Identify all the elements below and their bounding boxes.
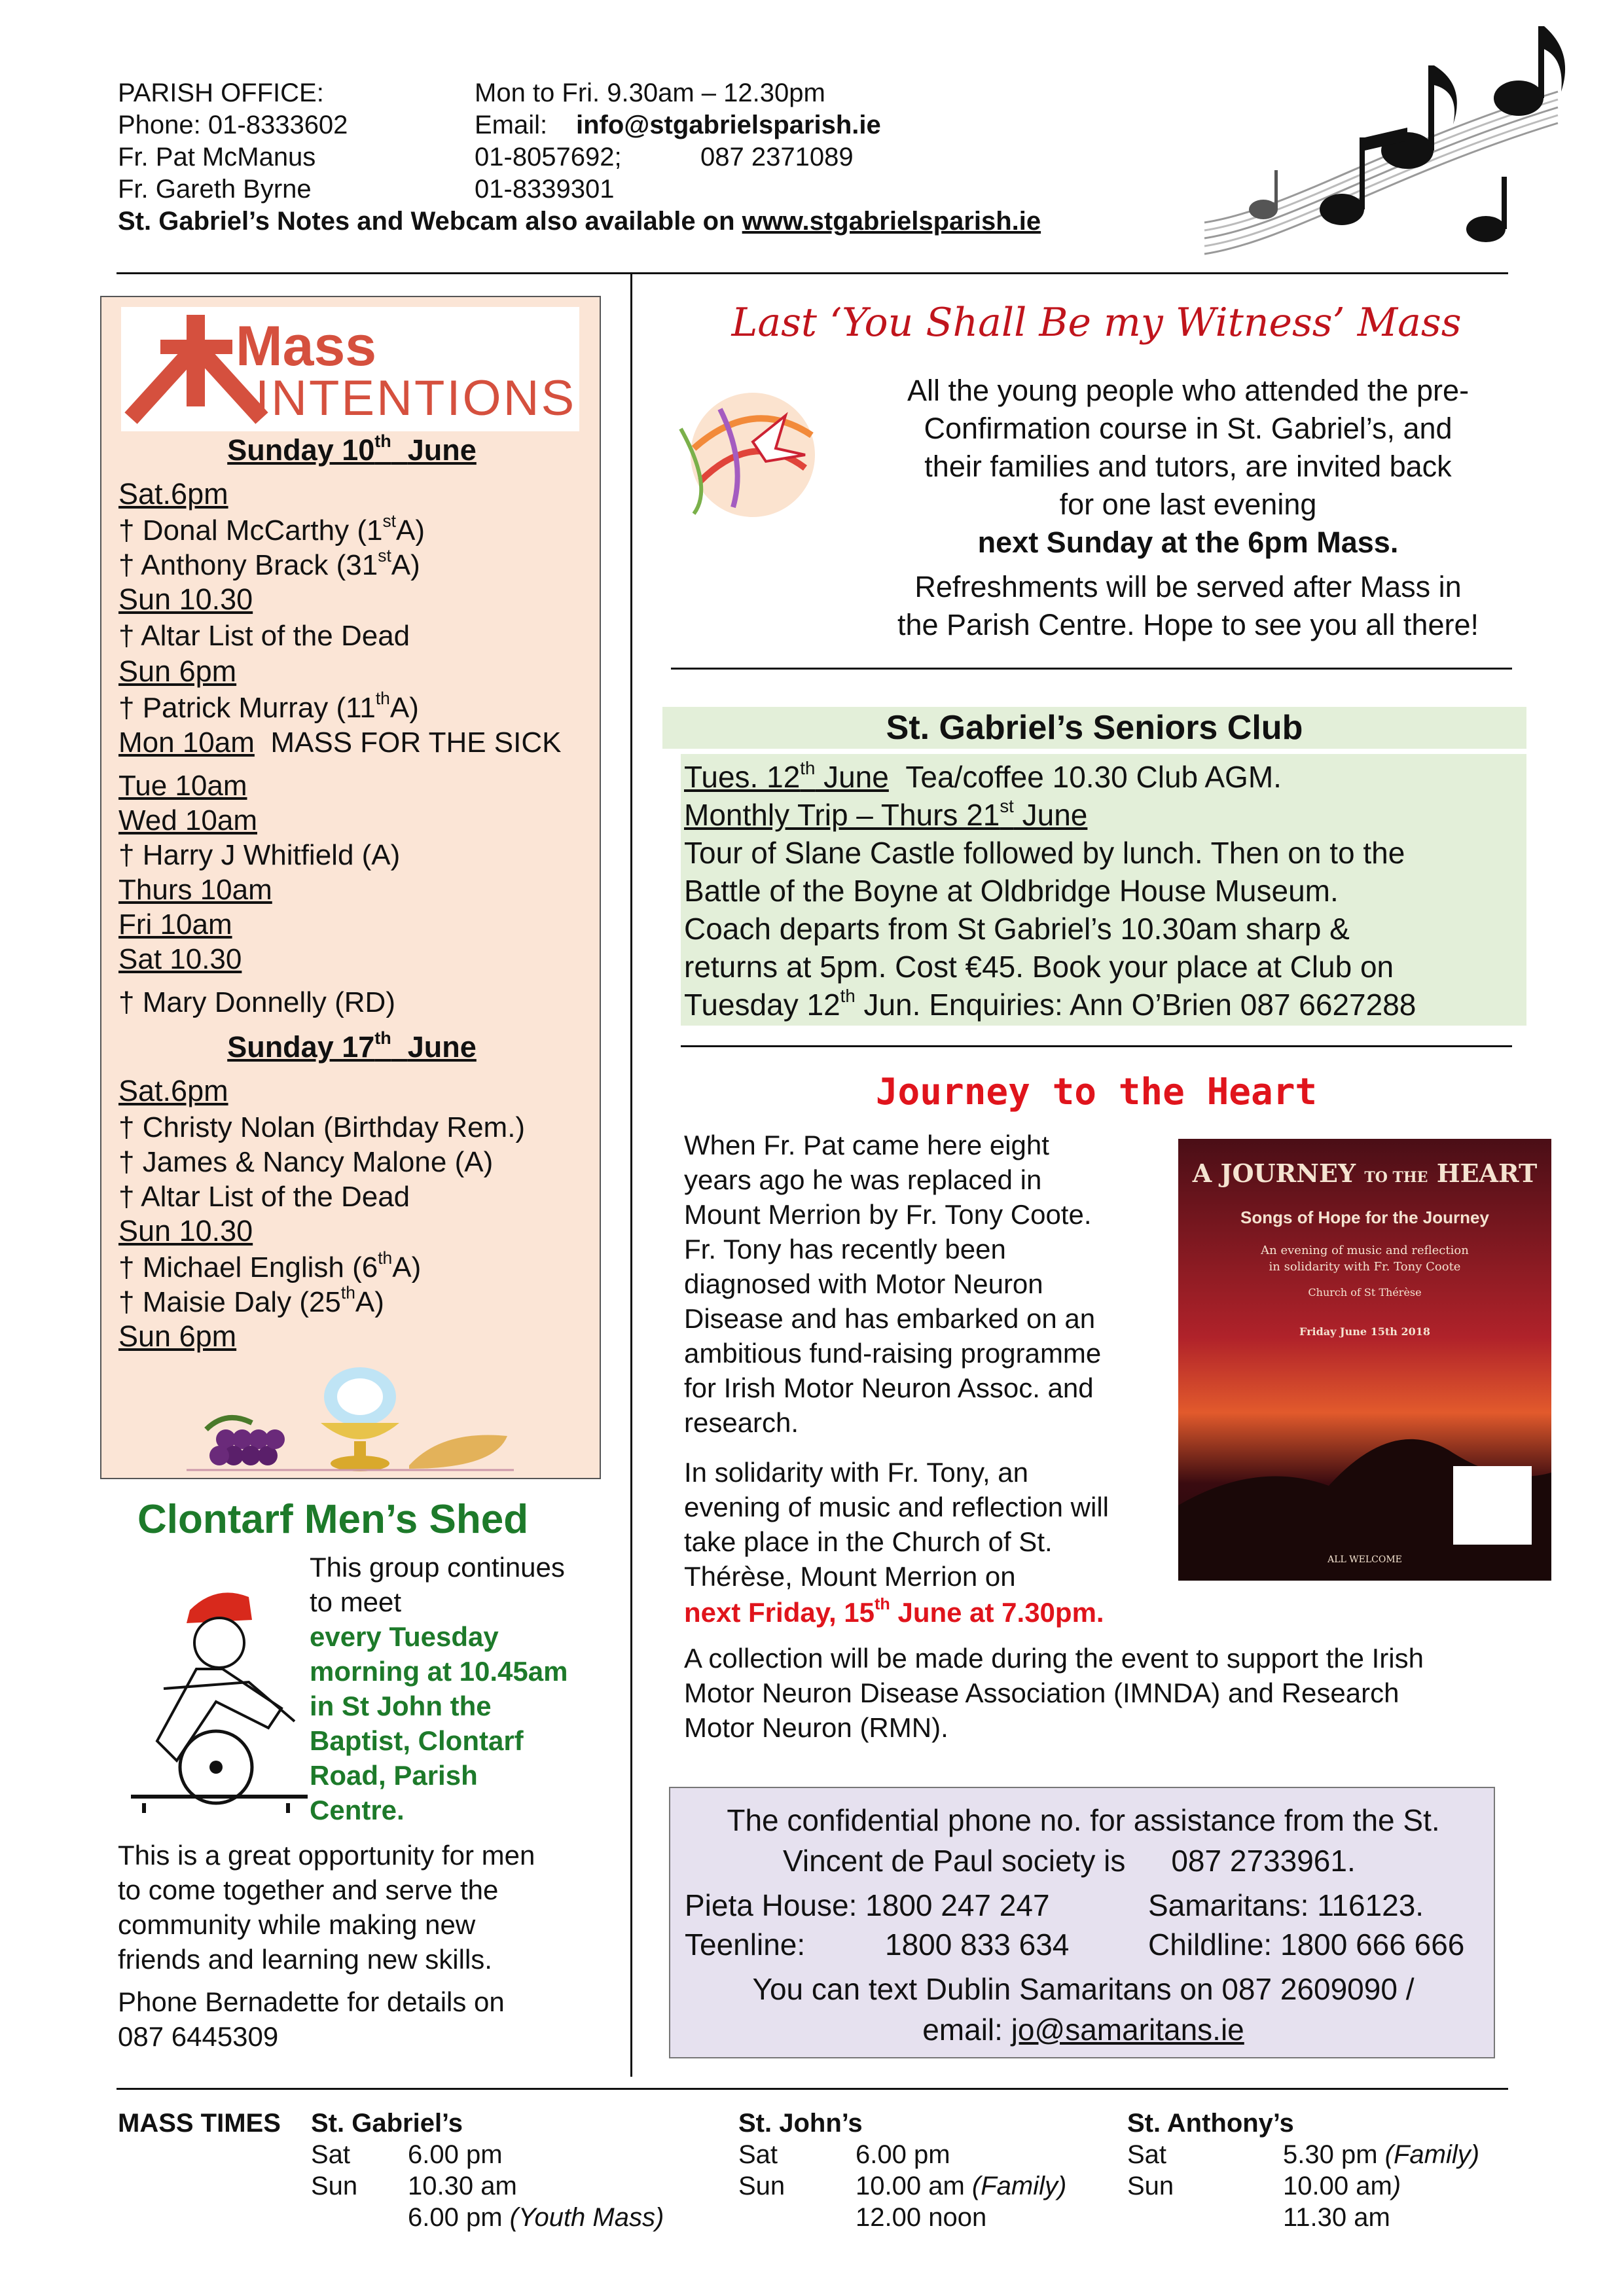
- w1-intention-2: † Anthony Brack (31stA): [118, 546, 420, 581]
- w1-thu-10am: Thurs 10am: [118, 874, 272, 906]
- john-sun-time-2: 12.00 noon: [856, 2203, 987, 2232]
- shed-para-2: to come together and serve the: [118, 1874, 499, 1905]
- shed-place-1: in St John the: [310, 1691, 492, 1721]
- poster-title: A JOURNEY TO THE HEART: [1192, 1158, 1538, 1188]
- priest-2-name: Fr. Gareth Byrne: [118, 175, 312, 204]
- priest-1-mobile: 087 2371089: [700, 143, 854, 171]
- poster-line-1: An evening of music and reflection: [1261, 1244, 1469, 1257]
- john-sun-label: Sun: [738, 2172, 785, 2200]
- witness-line-3: their families and tutors, are invited back: [924, 450, 1452, 483]
- john-sat-label: Sat: [738, 2140, 778, 2169]
- notes-webcam-line: St. Gabriel’s Notes and Webcam also available on www.stgabrielsparish.ie: [118, 207, 1041, 236]
- helplines-box: [669, 1787, 1495, 2058]
- witness-divider: [671, 668, 1512, 670]
- email-label: Email:: [475, 111, 548, 139]
- shed-time-1: every Tuesday: [310, 1621, 499, 1652]
- w1-sat-6pm: Sat.6pm: [118, 477, 228, 511]
- logo-mass-word: Mass: [236, 315, 377, 378]
- poster-welcome: ALL WELCOME: [1327, 1554, 1402, 1565]
- pieta-house: Pieta House: 1800 247 247: [685, 1888, 1050, 1922]
- w2-intention-3: † Altar List of the Dead: [118, 1181, 410, 1213]
- journey-line-15: A collection will be made during the event to support the Irish: [684, 1643, 1424, 1674]
- shed-contact-2: 087 6445309: [118, 2021, 279, 2052]
- journey-line-1: When Fr. Pat came here eight: [684, 1130, 1049, 1160]
- shed-line-1: This group continues: [310, 1552, 565, 1583]
- eucharist-chalice-image: [180, 1357, 520, 1475]
- w1-tue-10am: Tue 10am: [118, 770, 247, 802]
- witness-line-6: Refreshments will be served after Mass in: [914, 570, 1462, 603]
- journey-event-date: next Friday, 15th June at 7.30pm.: [684, 1595, 1104, 1628]
- carpenter-saw-image: [118, 1571, 314, 1813]
- music-notes-image: [1191, 13, 1571, 262]
- journey-line-7: ambitious fund-raising programme: [684, 1338, 1102, 1369]
- shed-contact-1: Phone Bernadette for details on: [118, 1986, 505, 2017]
- samaritans-email-line: email: jo@samaritans.ie: [922, 2013, 1244, 2047]
- w2-intention-5: † Maisie Daly (25thA): [118, 1283, 384, 1318]
- journey-line-8: for Irish Motor Neuron Assoc. and: [684, 1372, 1094, 1403]
- seniors-row-7: Tuesday 12th Jun. Enquiries: Ann O’Brien 087 6627288: [684, 985, 1416, 1022]
- holy-spirit-dove-image: [655, 370, 838, 527]
- witness-line-5: next Sunday at the 6pm Mass.: [977, 526, 1399, 559]
- journey-line-10: In solidarity with Fr. Tony, an: [684, 1457, 1029, 1488]
- anthony-sat-time: 5.30 pm (Family): [1283, 2140, 1480, 2169]
- w2-intention-1: † Christy Nolan (Birthday Rem.): [118, 1111, 526, 1143]
- seniors-row-3: Tour of Slane Castle followed by lunch. Then on to the: [684, 836, 1405, 870]
- priest-1-name: Fr. Pat McManus: [118, 143, 316, 171]
- logo-intentions-word: INTENTIONS: [255, 370, 577, 426]
- shed-para-1: This is a great opportunity for men: [118, 1840, 535, 1871]
- journey-line-9: research.: [684, 1407, 799, 1438]
- witness-line-1: All the young people who attended the pre-: [907, 374, 1470, 407]
- w2-sun-6pm: Sun 6pm: [118, 1319, 237, 1353]
- seniors-row-1: Tues. 12th June Tea/coffee 10.30 Club AGM.: [684, 757, 1282, 794]
- seniors-row-4: Battle of the Boyne at Oldbridge House Museum.: [684, 874, 1339, 908]
- office-label: PARISH OFFICE:: [118, 79, 324, 107]
- witness-line-7: the Parish Centre. Hope to see you all there!: [897, 608, 1479, 641]
- week-2-heading: Sunday 17th June: [227, 1028, 477, 1064]
- seniors-row-6: returns at 5pm. Cost €45. Book your place at Club on: [684, 950, 1394, 984]
- office-hours: Mon to Fri. 9.30am – 12.30pm: [475, 79, 825, 107]
- journey-line-12: take place in the Church of St.: [684, 1526, 1053, 1557]
- journey-line-6: Disease and has embarked on an: [684, 1303, 1096, 1334]
- column-divider: [630, 274, 632, 2077]
- priest-2-phone: 01-8339301: [475, 175, 615, 204]
- w1-intention-4: † Patrick Murray (11thA): [118, 689, 419, 724]
- journey-line-3: Mount Merrion by Fr. Tony Coote.: [684, 1199, 1092, 1230]
- teenline-number: 1800 833 634: [885, 1928, 1070, 1962]
- gabriel-sat-label: Sat: [311, 2140, 351, 2169]
- journey-line-17: Motor Neuron (RMN).: [684, 1712, 948, 1743]
- svp-line-1: The confidential phone no. for assistance from the St.: [727, 1803, 1440, 1837]
- st-johns-heading: St. John’s: [738, 2109, 863, 2138]
- witness-line-4: for one last evening: [1059, 488, 1317, 521]
- header-divider: [117, 272, 1508, 274]
- poster-charity-logo: [1453, 1466, 1532, 1545]
- mass-times-label: MASS TIMES: [118, 2109, 281, 2138]
- w1-fri-10am: Fri 10am: [118, 908, 232, 941]
- w1-mon-10am: Mon 10am MASS FOR THE SICK: [118, 726, 562, 759]
- footer-divider: [117, 2088, 1508, 2090]
- seniors-divider: [681, 1045, 1512, 1047]
- mens-shed-title: Clontarf Men’s Shed: [137, 1497, 529, 1542]
- mass-intentions-box: [100, 296, 601, 1479]
- w2-sun-1030: Sun 10.30: [118, 1214, 253, 1247]
- shed-place-2: Baptist, Clontarf: [310, 1725, 524, 1756]
- journey-line-13: Thérèse, Mount Merrion on: [684, 1561, 1016, 1592]
- witness-line-2: Confirmation course in St. Gabriel’s, and: [924, 412, 1453, 445]
- email-link[interactable]: info@stgabrielsparish.ie: [576, 111, 881, 139]
- w2-intention-4: † Michael English (6thA): [118, 1248, 422, 1283]
- w1-intention-1: † Donal McCarthy (1stA): [118, 511, 425, 547]
- journey-line-11: evening of music and reflection will: [684, 1492, 1109, 1522]
- w2-sat-6pm: Sat.6pm: [118, 1074, 228, 1107]
- week-1-heading: Sunday 10th June: [227, 431, 477, 467]
- st-anthonys-heading: St. Anthony’s: [1127, 2109, 1294, 2138]
- anthony-sat-label: Sat: [1127, 2140, 1167, 2169]
- journey-line-2: years ago he was replaced in: [684, 1164, 1042, 1195]
- witness-mass-title: Last ‘You Shall Be my Witness’ Mass: [731, 300, 1462, 346]
- seniors-row-5: Coach departs from St Gabriel’s 10.30am sharp &: [684, 912, 1350, 946]
- john-sat-time: 6.00 pm: [856, 2140, 950, 2169]
- shed-para-4: friends and learning new skills.: [118, 1944, 492, 1975]
- teenline-label: Teenline:: [685, 1928, 806, 1962]
- seniors-row-2: Monthly Trip – Thurs 21st June: [684, 795, 1088, 832]
- gabriel-sun-label: Sun: [311, 2172, 358, 2200]
- poster-line-3: Church of St Thérèse: [1308, 1286, 1422, 1299]
- anthony-sun-time-1: 10.00 am): [1283, 2172, 1401, 2200]
- shed-para-3: community while making new: [118, 1909, 476, 1940]
- shed-line-2: to meet: [310, 1587, 402, 1617]
- w1-sat-1030: Sat 10.30: [118, 943, 242, 975]
- childline: Childline: 1800 666 666: [1148, 1928, 1465, 1962]
- samaritans-text-line: You can text Dublin Samaritans on 087 2609090 /: [752, 1972, 1415, 2006]
- svp-line-2: Vincent de Paul society is 087 2733961.: [783, 1844, 1356, 1878]
- john-sun-time-1: 10.00 am (Family): [856, 2172, 1067, 2200]
- mass-intentions-logo: [121, 307, 579, 431]
- poster-line-4: Friday June 15th 2018: [1299, 1325, 1430, 1338]
- journey-line-16: Motor Neuron Disease Association (IMNDA) and Research: [684, 1677, 1399, 1708]
- w1-intention-6: † Mary Donnelly (RD): [118, 986, 395, 1018]
- w1-wed-10am: Wed 10am: [118, 804, 257, 836]
- samaritans-email-link[interactable]: jo@samaritans.ie: [1011, 2013, 1244, 2047]
- w1-intention-3: † Altar List of the Dead: [118, 620, 410, 652]
- w1-sun-6pm: Sun 6pm: [118, 655, 237, 688]
- journey-line-5: diagnosed with Motor Neuron: [684, 1268, 1043, 1299]
- w1-sun-1030: Sun 10.30: [118, 583, 253, 616]
- shed-place-4: Centre.: [310, 1795, 405, 1825]
- shed-place-3: Road, Parish: [310, 1760, 478, 1791]
- journey-poster: [1178, 1139, 1551, 1581]
- shed-time-2: morning at 10.45am: [310, 1656, 568, 1687]
- w1-intention-5: † Harry J Whitfield (A): [118, 839, 401, 871]
- seniors-club-title: St. Gabriel’s Seniors Club: [662, 707, 1526, 749]
- website-link[interactable]: www.stgabrielsparish.ie: [742, 207, 1041, 236]
- anthony-sun-label: Sun: [1127, 2172, 1174, 2200]
- poster-line-2: in solidarity with Fr. Tony Coote: [1269, 1260, 1461, 1274]
- office-phone: Phone: 01-8333602: [118, 111, 348, 139]
- anthony-sun-time-2: 11.30 am: [1283, 2203, 1390, 2232]
- st-gabriels-heading: St. Gabriel’s: [311, 2109, 463, 2138]
- journey-line-4: Fr. Tony has recently been: [684, 1234, 1006, 1265]
- w2-intention-2: † James & Nancy Malone (A): [118, 1146, 494, 1178]
- priest-1-phone: 01-8057692;: [475, 143, 622, 171]
- gabriel-sat-time: 6.00 pm: [408, 2140, 503, 2169]
- gabriel-sun-time-1: 10.30 am: [408, 2172, 517, 2200]
- journey-title: Journey to the Heart: [875, 1071, 1318, 1113]
- gabriel-sun-time-2: 6.00 pm (Youth Mass): [408, 2203, 664, 2232]
- samaritans-number: Samaritans: 116123.: [1148, 1888, 1424, 1922]
- poster-subtitle: Songs of Hope for the Journey: [1240, 1208, 1489, 1227]
